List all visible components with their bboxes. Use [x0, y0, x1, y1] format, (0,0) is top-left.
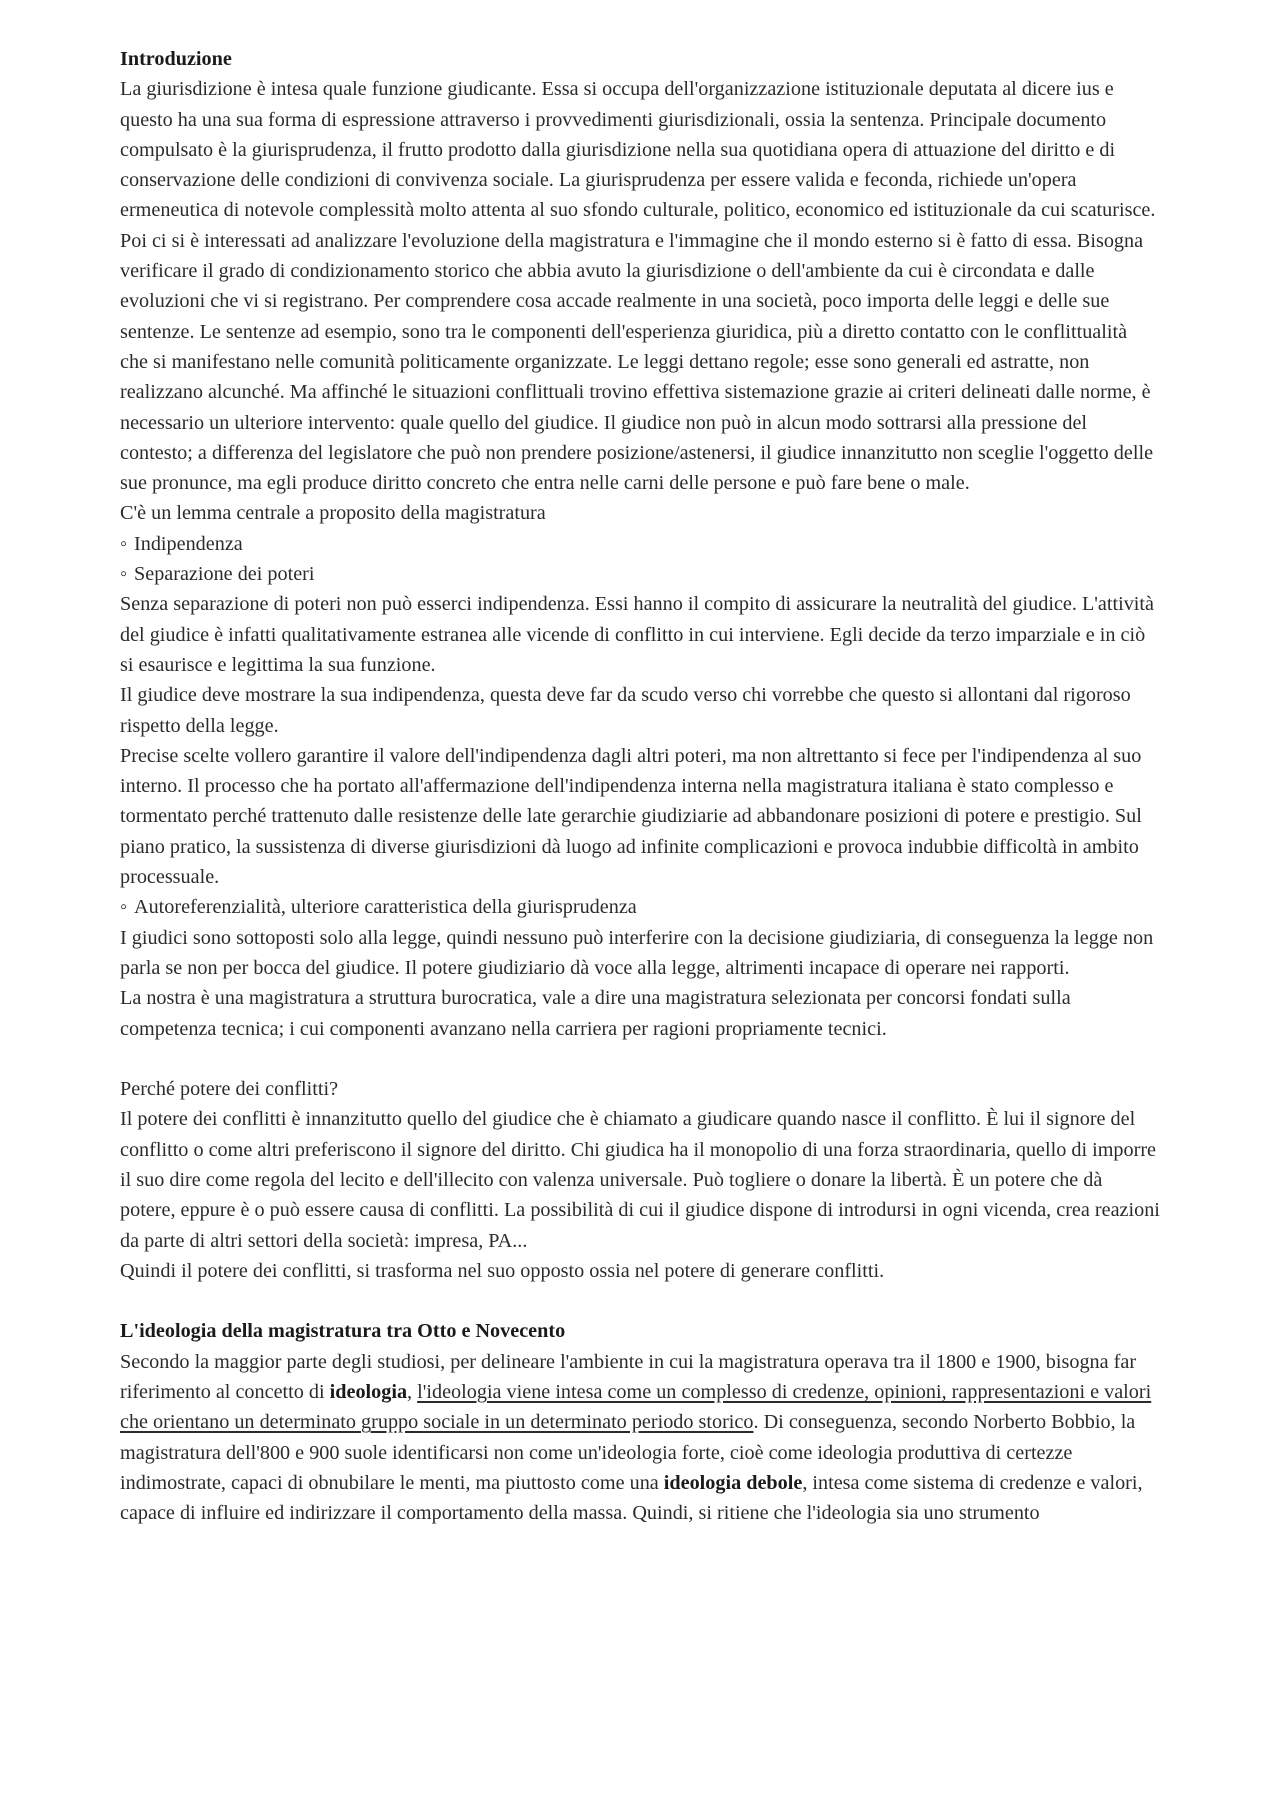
ideology-text-start: Secondo la maggior parte degli studiosi, per delineare l'ambiente in cui la magistratura operava tra il 1800 e 1900, bisogna far riferimento al concetto di: [120, 1350, 1137, 1404]
bullet-icon: ◦: [120, 532, 128, 555]
bullet-icon: ◦: [120, 896, 128, 919]
section-title-ideologia: L'ideologia della magistratura tra Otto e Novecento: [120, 1320, 566, 1343]
blank-line: [120, 1044, 1160, 1074]
document-page: [120, 44, 1160, 1529]
independence-paragraph: Il giudice deve mostrare la sua indipendenza, questa deve far da scudo verso chi vorrebbe che questo si allontani dal rigoroso rispetto della legge.: [120, 684, 1131, 737]
underlined-definition: l'ideologia viene intesa come un complesso di credenze, opinioni, rappresentazioni e valori che orientano un determinato gruppo sociale in un determinato periodo storico: [120, 1381, 1152, 1434]
bullet-label: Autoreferenzialità, ulteriore caratteristica della giurisprudenza: [134, 896, 637, 919]
bullet-label: Separazione dei poteri: [134, 563, 315, 586]
judges-paragraph: I giudici sono sottoposti solo alla legge, quindi nessuno può interferire con la decisione giudiziaria, di conseguenza la legge non parla se non per bocca del giudice. Il potere giudiziario dà voce alla legge, altrimenti incapace di operare nei rapporti.: [120, 926, 1154, 979]
intro-paragraph: La giurisdizione è intesa quale funzione giudicante. Essa si occupa dell'organizzazione istituzionale deputata al dicere ius e questo ha una sua forma di espressione attraverso i provvedimenti giurisdizionali, ossia la sentenza. Principale documento compulsato è la giurisprudenza, il frutto prodotto dalla giurisdizione nella sua quotidiana opera di attuazione del diritto e di conservazione delle condizioni di convivenza sociale. La giurisprudenza per essere valida e feconda, richiede un'opera ermeneutica di notevole complessità molto attenta al suo sfondo culturale, politico, economico ed istituzionale da cui scaturisce. Poi ci si è interessati ad analizzare l'evoluzione della magistratura e l'immagine che il mondo esterno si è fatto di essa. Bisogna verificare il grado di condizionamento storico che abbia avuto la giurisdizione o dell'ambiente da cui è circondata e dalle evoluzioni che vi si registrano. Per comprendere cosa accade realmente in una società, poco importa delle leggi e delle sue sentenze. Le sentenze ad esempio, sono tra le componenti dell'esperienza giuridica, più a diretto contatto con le conflittualità che si manifestano nelle comunità politicamente organizzate. Le leggi dettano regole; esse sono generali ed astratte, non realizzano alcunché. Ma affinché le situazioni conflittuali trovino effettiva sistemazione grazie ai criteri delineati dalle norme, è necessario un ulteriore intervento: quale quello del giudice. Il giudice non può in alcun modo sottrarsi alla pressione del contesto; a differenza del legislatore che può non prendere posizione/astenersi, il giudice innanzitutto non sceglie l'oggetto delle sue pronunce, ma egli produce diritto concreto che entra nelle carni delle persone e può fare bene o male.: [120, 78, 1156, 495]
bullet-item-indipendenza: [120, 529, 1160, 559]
section-title-introduzione: Introduzione: [120, 48, 232, 70]
ideology-text-middle: . Di conseguenza, secondo Norberto Bobbio, la magistratura dell'800 e 900 suole identificarsi non come un'ideologia forte, cioè come ideologia produttiva di certezze indimostrate, capaci di obnubilare le menti, ma piuttosto come una: [120, 1411, 1136, 1494]
bold-term-ideologia: ideologia: [329, 1381, 408, 1404]
bullet-icon: ◦: [120, 563, 128, 586]
bureaucratic-paragraph: La nostra è una magistratura a struttura burocratica, vale a dire una magistratura selezionata per concorsi fondati sulla competenza tecnica; i cui componenti avanzano nella carriera per ragioni propriamente tecnici.: [120, 987, 1071, 1040]
bullet-label: Indipendenza: [134, 532, 243, 555]
conclusion-paragraph: Quindi il potere dei conflitti, si trasforma nel suo opposto ossia nel potere di generare conflitti.: [120, 1259, 885, 1282]
power-paragraph: Il potere dei conflitti è innanzitutto quello del giudice che è chiamato a giudicare quando nasce il conflitto. È lui il signore del conflitto o come altri preferiscono il signore del diritto. Chi giudica ha il monopolio di una forza straordinaria, quello di imporre il suo dire come regola del lecito e dell'illecito con valenza universale. Può togliere o donare la libertà. È un potere che dà potere, eppure è o può essere causa di conflitti. La possibilità di cui il giudice dispone di introdursi in ogni vicenda, crea reazioni da parte di altri settori della società: impresa, PA...: [120, 1108, 1160, 1252]
bold-term-ideologia-debole: ideologia debole: [663, 1471, 803, 1494]
separation-paragraph: Senza separazione di poteri non può esserci indipendenza. Essi hanno il compito di assicurare la neutralità del giudice. L'attività del giudice è infatti qualitativamente estranea alle vicende di conflitto in cui interviene. Egli decide da terzo imparziale e in ciò si esaurisce e legittima la sua funzione.: [120, 593, 1154, 676]
ideology-paragraph: [120, 1347, 1160, 1529]
ideology-text-end: , intesa come sistema di credenze e valori, capace di influire ed indirizzare il comportamento della massa. Quindi, si ritiene che l'ideologia sia uno strumento: [120, 1471, 1143, 1525]
comma-separator: ,: [407, 1381, 418, 1404]
lemma-intro: C'è un lemma centrale a proposito della magistratura: [120, 502, 546, 525]
conflicts-question: Perché potere dei conflitti?: [120, 1078, 339, 1101]
choices-paragraph: Precise scelte vollero garantire il valore dell'indipendenza dagli altri poteri, ma non altrettanto si fece per l'indipendenza al suo interno. Il processo che ha portato all'affermazione dell'indipendenza interna nella magistratura italiana è stato complesso e tormentato perché trattenuto dalle resistenze delle late gerarchie giudiziarie ad abbandonare posizioni di potere e prestigio. Sul piano pratico, la sussistenza di diverse giurisdizioni dà luogo ad infinite complicazioni e provoca indubbie difficoltà in ambito processuale.: [120, 744, 1142, 889]
blank-line: [120, 1286, 1160, 1316]
bullet-item-separazione: [120, 559, 1160, 589]
bullet-item-autoreferenzialita: [120, 892, 1160, 922]
